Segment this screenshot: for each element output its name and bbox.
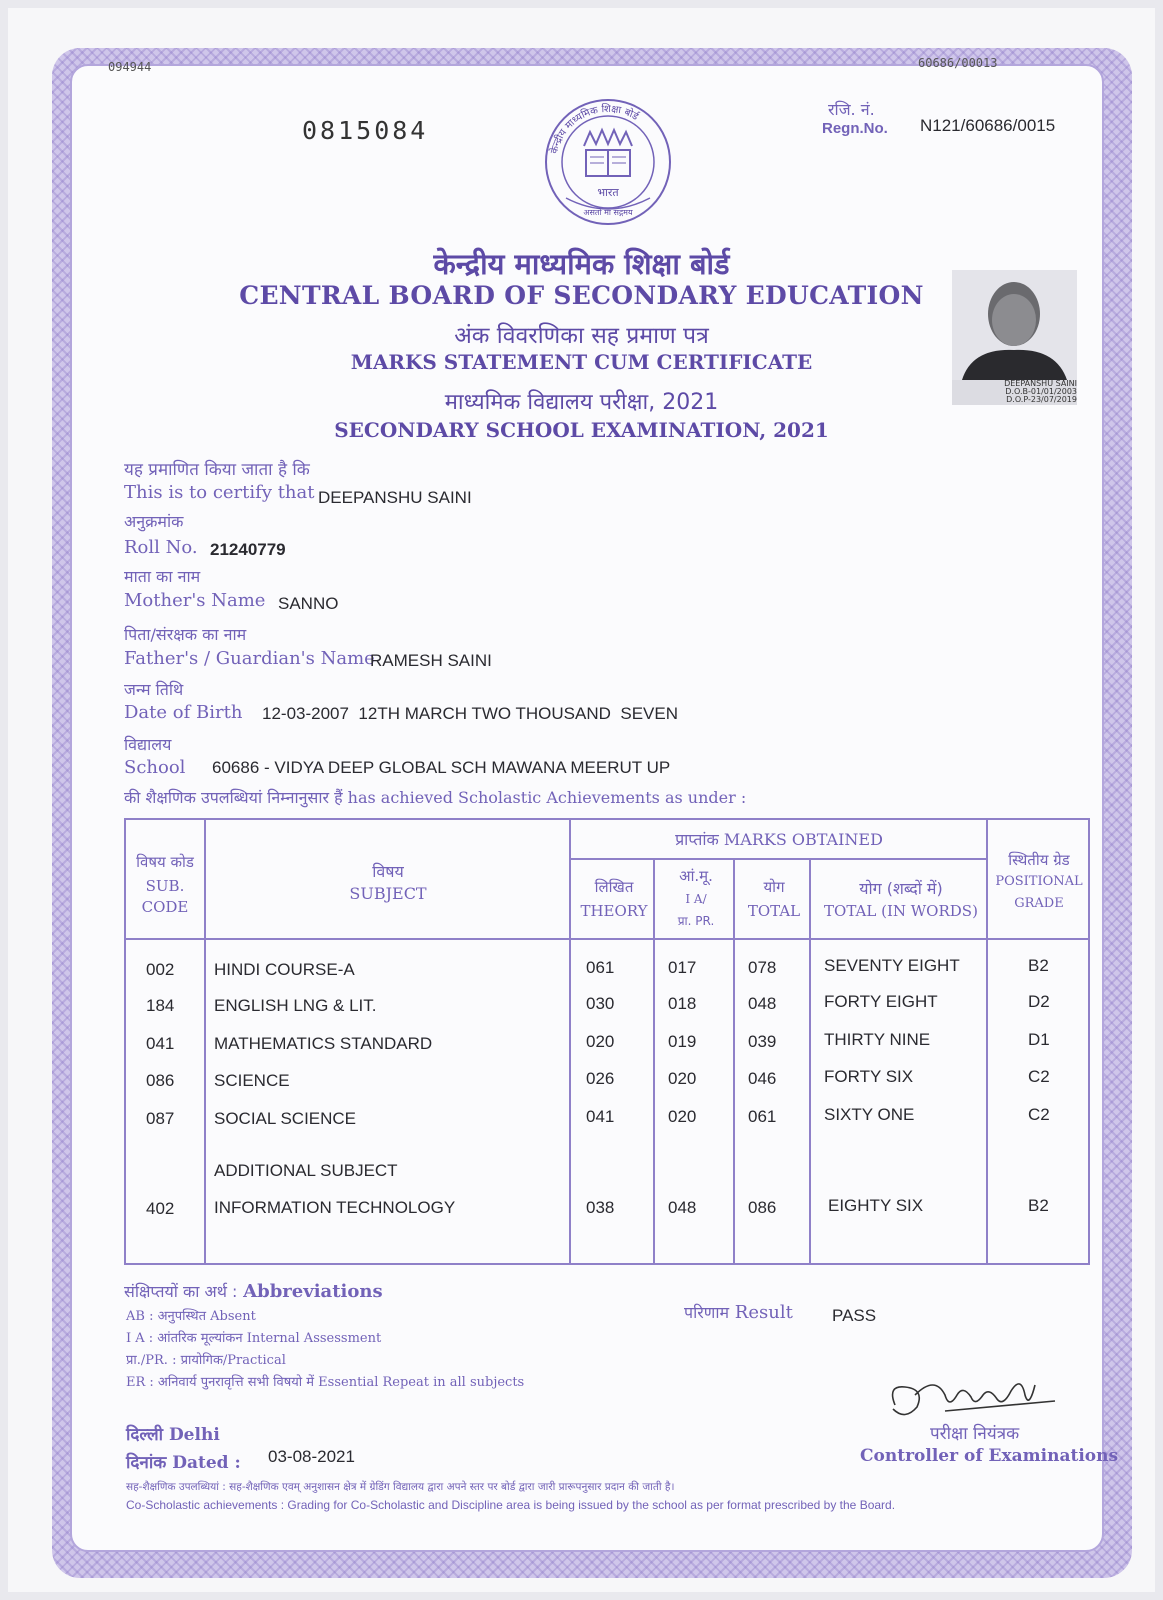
subject-name: SOCIAL SCIENCE — [214, 1109, 357, 1128]
place: दिल्ली Delhi — [126, 1425, 220, 1445]
total-in-words: EIGHTY SIX — [828, 1196, 924, 1215]
date-of-issue: 03-08-2021 — [268, 1447, 355, 1466]
certify-label: This is to certify that — [124, 482, 315, 503]
date-of-birth: 12-03-2007 12TH MARCH TWO THOUSAND SEVEN — [262, 704, 678, 723]
col-code-line2: CODE — [141, 898, 189, 916]
abbreviations-heading-hindi: संक्षिप्तयों का अर्थ : — [124, 1282, 238, 1301]
dob-label-hindi: जन्म तिथि — [124, 680, 184, 699]
abbreviations-heading — [124, 1280, 383, 1302]
total-marks: 086 — [748, 1198, 777, 1217]
subject-name: SCIENCE — [214, 1071, 290, 1090]
col-ia-hindi: आं.मू. — [679, 867, 713, 885]
subject-name: HINDI COURSE-A — [214, 960, 355, 979]
total-in-words: FORTY EIGHT — [824, 992, 938, 1011]
col-subject: SUBJECT — [349, 884, 427, 903]
regn-label: Regn.No. — [822, 120, 888, 137]
subject-code: 402 — [146, 1199, 175, 1218]
father-label: Father's / Guardian's Name — [124, 648, 375, 669]
subject-code: 041 — [146, 1034, 175, 1053]
col-theory-hindi: लिखित — [594, 878, 634, 896]
co-scholastic-note-hindi: सह-शैक्षणिक उपलब्धियां : सह-शैक्षणिक एवम् अनुशासन क्षेत्र में ग्रेडिंग विद्यालय द्वारा अपने स्तर पर बोर्ड द्वारा जारी प्रारूपनुसार प्रदान की जाती है। — [126, 1481, 675, 1493]
header-theory-cell — [570, 859, 654, 939]
controller-title: Controller of Examinations — [860, 1446, 1119, 1466]
exam-title: SECONDARY SCHOOL EXAMINATION, 2021 — [334, 418, 829, 442]
board-name-hindi: केन्द्रीय माध्यमिक शिक्षा बोर्ड — [433, 247, 730, 281]
document-number: 0815084 — [302, 116, 429, 145]
total-marks: 039 — [748, 1032, 777, 1051]
dated-label: दिनांक Dated : — [126, 1453, 241, 1473]
achievements-line: की शैक्षणिक उपलब्धियां निम्नानुसार हैं has achieved Scholastic Achievements as under : — [124, 788, 747, 807]
certificate-title: MARKS STATEMENT CUM CERTIFICATE — [350, 350, 813, 374]
mother-label: Mother's Name — [124, 590, 266, 611]
school-label: School — [124, 757, 186, 778]
col-words: TOTAL (IN WORDS) — [824, 902, 978, 920]
header-words-cell — [810, 859, 988, 939]
result-label-en: Result — [734, 1302, 793, 1323]
grade: B2 — [1028, 956, 1049, 975]
ia-marks: 048 — [668, 1198, 697, 1217]
student-portrait-icon — [952, 270, 1077, 380]
seal-motto: असतो मा सद्गमय — [583, 208, 633, 217]
col-ia: I A/ — [685, 892, 707, 906]
co-scholastic-note: Co-Scholastic achievements : Grading for Co-Scholastic and Discipline area is being issued by the school as per format prescribed by the Board. — [126, 1498, 896, 1512]
total-marks: 078 — [748, 958, 777, 977]
abbrev-absent: AB : अनुपस्थित Absent — [126, 1309, 256, 1324]
col-total: TOTAL — [747, 902, 801, 920]
total-in-words: FORTY SIX — [824, 1067, 914, 1086]
col-code-hindi: विषय कोड — [136, 853, 194, 871]
col-theory: THEORY — [580, 902, 648, 920]
controller-title-hindi: परीक्षा नियंत्रक — [930, 1424, 1020, 1444]
photo-dob: D.O.B-01/01/2003 — [1005, 387, 1077, 396]
exam-title-hindi: माध्यमिक विद्यालय परीक्षा, 2021 — [444, 390, 719, 415]
certify-label-hindi: यह प्रमाणित किया जाता है कि — [124, 460, 310, 480]
school-label-hindi: विद्यालय — [124, 735, 172, 754]
ia-marks: 020 — [668, 1107, 697, 1126]
total-in-words: SIXTY ONE — [824, 1105, 915, 1124]
subject-code: 184 — [146, 996, 175, 1015]
total-marks: 048 — [748, 994, 777, 1013]
abbreviations-heading-en: Abbreviations — [243, 1281, 383, 1302]
col-grade-line1: POSITIONAL — [995, 874, 1083, 889]
col-marks: MARKS OBTAINED — [723, 830, 883, 849]
student-name: DEEPANSHU SAINI — [318, 488, 472, 507]
mother-name: SANNO — [278, 594, 339, 613]
photo-name: DEEPANSHU SAINI — [1004, 379, 1077, 388]
total-marks: 046 — [748, 1069, 777, 1088]
grade: C2 — [1028, 1067, 1050, 1086]
svg-text:केन्द्रीय माध्यमिक शिक्षा बोर् — [548, 103, 641, 155]
theory-marks: 020 — [586, 1032, 615, 1051]
mother-label-hindi: माता का नाम — [124, 567, 201, 586]
subject-code: 002 — [146, 960, 175, 979]
header-total-cell — [734, 859, 810, 939]
grade: B2 — [1028, 1196, 1049, 1215]
dob-label: Date of Birth — [124, 702, 243, 723]
col-code-line1: SUB. — [145, 877, 185, 895]
cbse-seal-icon — [528, 94, 688, 229]
grade: D2 — [1028, 992, 1050, 1011]
serial-left: 094944 — [108, 60, 152, 74]
col-grade-hindi: स्थितीय ग्रेड — [1008, 851, 1070, 869]
total-marks: 061 — [748, 1107, 777, 1126]
subject-name: MATHEMATICS STANDARD — [214, 1034, 433, 1053]
serial-right: 60686/00013 — [918, 56, 998, 70]
photo-dop: D.O.P-23/07/2019 — [1006, 395, 1077, 404]
col-subject-hindi: विषय — [372, 862, 404, 881]
total-in-words: THIRTY NINE — [824, 1030, 931, 1049]
col-grade-line2: GRADE — [1014, 896, 1064, 911]
ia-marks: 017 — [668, 958, 697, 977]
col-total-hindi: योग — [763, 878, 785, 896]
col-marks-hindi: प्राप्तांक — [675, 830, 719, 849]
theory-marks: 041 — [586, 1107, 615, 1126]
school-name: 60686 - VIDYA DEEP GLOBAL SCH MAWANA MEERUT UP — [212, 758, 671, 777]
roll-label-hindi: अनुक्रमांक — [124, 512, 184, 531]
seal-country: भारत — [597, 186, 619, 199]
seal-ring-text: केन्द्रीय माध्यमिक शिक्षा बोर्ड — [549, 103, 640, 156]
student-photo — [952, 270, 1077, 405]
theory-marks: 026 — [586, 1069, 615, 1088]
col-marks-obtained — [572, 828, 986, 850]
certificate-title-hindi: अंक विवरणिका सह प्रमाण पत्र — [454, 323, 709, 349]
father-name: RAMESH SAINI — [370, 651, 492, 670]
additional-subject-heading: ADDITIONAL SUBJECT — [214, 1161, 398, 1180]
regn-number: N121/60686/0015 — [920, 116, 1056, 135]
board-name: CENTRAL BOARD OF SECONDARY EDUCATION — [239, 281, 924, 310]
subject-name: ENGLISH LNG & LIT. — [214, 996, 377, 1015]
regn-label-hindi: रजि. नं. — [828, 100, 875, 119]
result-value: PASS — [832, 1306, 877, 1325]
abbrev-internal-assessment: I A : आंतरिक मूल्यांकन Internal Assessment — [126, 1331, 382, 1346]
subject-code: 087 — [146, 1109, 175, 1128]
ia-marks: 019 — [668, 1032, 697, 1051]
roll-number: 21240779 — [210, 540, 286, 559]
ia-marks: 018 — [668, 994, 697, 1013]
father-label-hindi: पिता/संरक्षक का नाम — [124, 625, 247, 644]
result-label — [684, 1301, 793, 1323]
theory-marks: 038 — [586, 1198, 615, 1217]
grade: C2 — [1028, 1105, 1050, 1124]
subject-code: 086 — [146, 1071, 175, 1090]
col-words-hindi: योग (शब्दों में) — [859, 879, 943, 898]
total-in-words: SEVENTY EIGHT — [824, 956, 960, 975]
col-pr: प्रा. PR. — [677, 914, 715, 928]
grade: D1 — [1028, 1030, 1050, 1049]
abbrev-practical: प्रा./PR. : प्रायोगिक/Practical — [126, 1353, 286, 1368]
theory-marks: 061 — [586, 958, 615, 977]
roll-label: Roll No. — [124, 537, 198, 558]
theory-marks: 030 — [586, 994, 615, 1013]
abbrev-essential-repeat: ER : अनिवार्य पुनरावृत्ति सभी विषयो में Essential Repeat in all subjects — [126, 1375, 525, 1390]
ia-marks: 020 — [668, 1069, 697, 1088]
result-label-hindi: परिणाम — [684, 1303, 730, 1322]
subject-name: INFORMATION TECHNOLOGY — [214, 1198, 456, 1217]
